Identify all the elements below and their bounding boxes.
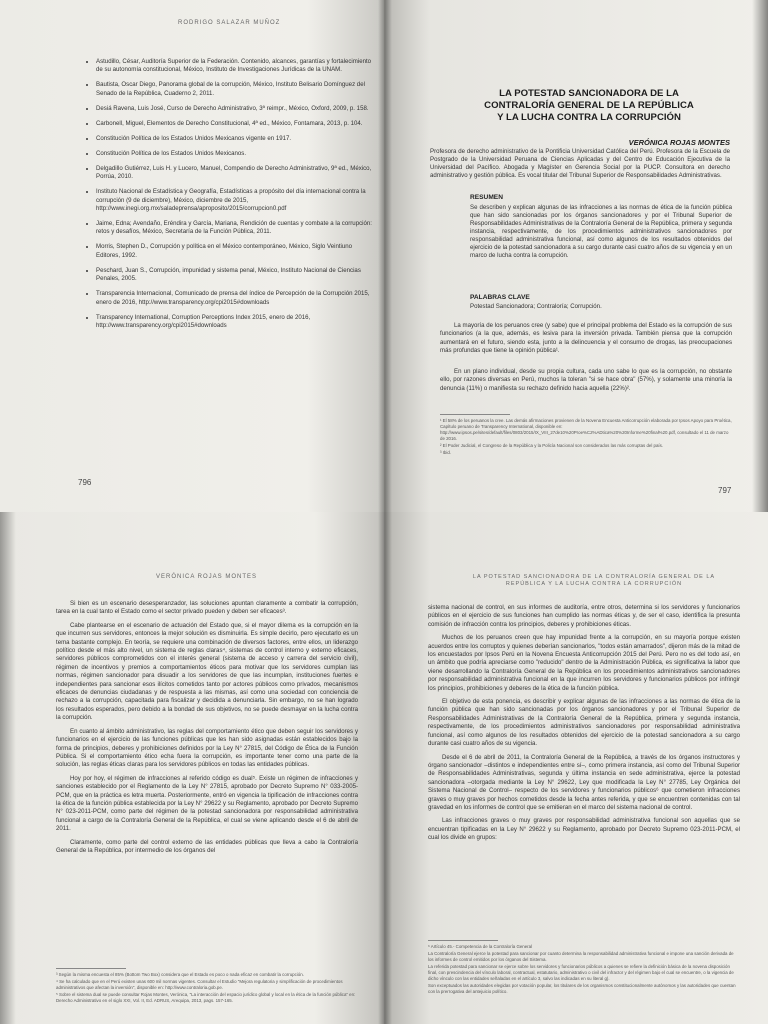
body-paragraph: El objetivo de esta ponencia, es describir y explicar algunas de las infracciones a las normas de ética de la función pública que han sido sancionadas por los órganos sancionadores y por el Tribunal Superior de Responsabilidades Administrativas de la Contraloría General de la República, primera y segunda instancia, respectivamente, de los procedimientos administrativos sancionadores por responsabilidad administrativa funcional, así como algunos de los resultados obtenidos del ejercicio de la potestad sancionadora a su cargo durante casi cuatro años de su vigencia.	[428, 698, 740, 748]
footnote: ³ Ibid.	[440, 450, 451, 455]
body-paragraph: Cabe plantearse en el escenario de actuación del Estado que, si el mayor dilema es la corrupción en la que incurren sus servidores, entonces la mejor solución es disminuirla. Es simple decirlo, pero ejecutarlo es un tema bastante complejo. En teoría, se requiere una combinación de diversos factores, entre ellos, un liderazgo político desde el más alto nivel, un sistema de reglas claras⁴, sistemas de control interno y externo eficaces, servidores públicos comprometidos con el interés general (sistema de acceso y carrera del servicio civil), régimen de incentivos y premios a comportamientos éticos para motivar que los servidores cumplan las normas, régimen sancionador para disuadir a los servidores de que las incumplan, instituciones fuertes e independientes para sancionar esos ilícitos cometidos tanto por actores públicos como privados, mecanismos eficaces de denuncias ciudadanas y de respuesta a las mismas, así como una sociedad con conciencia de rechazo a la corrupción, capacitada para fiscalizar y decidida a denunciarla. Sin embargo, no se han logrado los resultados esperados, pero debido a la bondad de sus objetivos, no se puede desmayar en la lucha contra la corrupción.	[56, 621, 358, 722]
running-head: VERÓNICA ROJAS MONTES	[156, 574, 258, 580]
footnote: ⁶ Artículo 45.- Competencia de la Contraloría General	[428, 944, 533, 949]
title-line: Y LA LUCHA CONTRA LA CORRUPCIÓN	[497, 112, 681, 123]
footnotes	[440, 418, 732, 457]
footnote-rule	[56, 968, 126, 969]
page-number: 796	[78, 478, 92, 487]
reference-list	[84, 58, 376, 337]
footnote-rule	[428, 940, 498, 941]
body-text	[56, 600, 358, 860]
body-paragraph: Las infracciones graves o muy graves por responsabilidad administrativa funcional son aquellas que se encuentran tipificadas en la Ley N° 29622 y su Reglamento, aprobado por Decreto Supremo 023-2011-PCM, el cual los divide en grupos:	[428, 817, 740, 842]
page-right-bottom	[384, 512, 768, 1024]
body-paragraph: La mayoría de los peruanos cree (y sabe) que el principal problema del Estado es la corrupción de sus funcionarios (a la que, además, es lesiva para la inversión privada. También piensa que la corrupción aumentará en el futuro, siendo esta, junto a la delincuencia y el consumo de drogas, las preocupaciones más profundas que tiene la opinión pública¹.	[440, 322, 732, 355]
list-item: • Constitución Política de los Estados Unidos Mexicanos.	[96, 150, 376, 158]
page-left-bottom	[0, 512, 384, 1024]
page-edge-shadow	[0, 512, 16, 1024]
footnote: ⁵ Sobre el sistema dual se puede consultar Rojas Montes, Verónica, "La interacción del espacio jurídico global y local en la ética de la función pública" en: Derecho Administrativo en el siglo XXI, Vol. II, Ed. ADRUS, Arequipa, 2013, pags. 157-165.	[56, 992, 356, 1003]
footnote: ³ Según la misma encuesta el 85% (Bottom Two Box) considera que el Estado es poco o nada eficaz en combatir la corrupción.	[56, 972, 304, 977]
footnote: Son exceptuados las autoridades elegidas por votación popular, los titulares de los organismos constitucionalmente autónomos y las autoridades que cuentan con la prerrogativa del antejuicio político.	[428, 983, 736, 994]
list-item: • Morris, Stephen D., Corrupción y política en el México contemporáneo, México, Siglo Veintiuno Editores, 1992.	[96, 243, 376, 260]
abstract-text: Se describen y explican algunas de las infracciones a las normas de ética de la función pública que han sido sancionadas por los órganos sancionadores y por el Tribunal Superior de Responsabilidades Administrativas de la Contraloría General de la República, primera y segunda instancia, respectivamente, de los procedimientos administrativos sancionadores por responsabilidad administrativa funcional, así como algunos de los resultados obtenidos del ejercicio de la potestad sancionadora a su cargo durante casi cuatro años de su vigencia y en un marco de lucha contra la corrupción.	[470, 204, 732, 259]
body-paragraph: Hoy por hoy, el régimen de infracciones al referido código es dual⁵. Existe un régimen de infracciones y sanciones establecido por el Reglamento de la Ley N° 27815, aprobado por Decreto Supremo N° 033-2005-PCM, que en la práctica es letra muerta. Posteriormente, entró en vigencia la tipificación de infracciones contra la ética de la función pública establecida por la Ley N° 29622 y su Reglamento, aprobado por Decreto Supremo N° 023-2011-PCM, como parte del régimen de la potestad sancionadora por responsabilidad administrativa funcional a cargo de la Contraloría General de la República, el cual se viene aplicando desde el 6 de abril de 2011.	[56, 774, 358, 833]
footnotes	[428, 944, 740, 996]
list-item: • Delgadillo Gutiérrez, Luis H. y Lucero, Manuel, Compendio de Derecho Administrativo, 9ª ed., México, Porrúa, 2010.	[96, 165, 376, 182]
footnote: ⁴ Se ha calculado que en el Perú existen unas 600 mil normas vigentes. Consultar el Estudio "Mejora regulatoria y simplificación de procedimientos administrativos que afectan la inversión", disponible en: http://www.contraloria.gob.pe.	[56, 979, 343, 990]
body-text	[428, 604, 740, 848]
chapter-title	[454, 88, 724, 124]
list-item: • Peschard, Juan S., Corrupción, impunidad y sistema penal, México, Instituto Nacional de Ciencias Penales, 2005.	[96, 267, 376, 284]
body-paragraph: Muchos de los peruanos creen que hay impunidad frente a la corrupción, en su mayoría porque existen acuerdos entre los corruptos y quienes deberían sancionarlos, "todos están amarrados", dijeron más de la mitad de los encuestados por Ipsos Perú en la Novena Encuesta Anticorrupción 2015 del Perú. Pero no es del todo así, en un ámbito que podría apreciarse como "reducido" dentro de la Administración Pública, es significativa la labor que viene desarrollando la Contraloría General de la República en los procedimientos administrativos sancionadores por responsabilidad administrativa funcional en la que incurren los servidores y funcionarios públicos por infringir los principios, prohibiciones y deberes de la ética de la función pública.	[428, 634, 740, 692]
list-item: • Instituto Nacional de Estadística y Geografía, Estadísticas a propósito del día internacional contra la corrupción (9 de diciembre), México, diciembre de 2015, http://www.inegi.org.mx/saladeprensa/aproposito/2015/corrupcion0.pdf	[96, 188, 376, 213]
bottom-spread	[0, 512, 768, 1024]
page-796	[0, 0, 384, 512]
body-paragraph: En un plano individual, desde su propia cultura, cada uno sabe lo que es la corrupción, no obstante ello, por razones diversas en Perú, muchos la toleran "si se hace obra" (57%), y solamente una minoría la denuncia (11%) o manifiesta su rechazo definido hacia aquella (22%)².	[440, 368, 732, 392]
list-item: • Transparencia Internacional, Comunicado de prensa del índice de Percepción de la Corrupción 2015, enero de 2016, http://www.transparency.org/cpi2015#downloads	[96, 290, 376, 307]
keywords-heading: PALABRAS CLAVE	[470, 294, 530, 301]
body-paragraph: Desde el 6 de abril de 2011, la Contraloría General de la República, a través de los órganos instructores y órgano sancionador –distintos e independientes entre sí–, como primera instancia, así como del Tribunal Superior de Responsabilidades Administrativas, segunda y última instancia en sede administrativa, ejerce la potestad sancionadora –otorgada mediante la Ley N° 29622, Ley que modificada la Ley N° 27785, Ley Orgánica del Sistema Nacional de Control– respecto de los servidores y funcionarios públicos⁶ que cometieron infracciones graves o muy graves por hechos cometidos desde la fecha antes referida, y que se encuentren contenidas con tal gravedad en los informes de control que se emitieran en el marco del sistema nacional de control.	[428, 753, 740, 811]
book-gutter	[378, 0, 392, 512]
footnote: La Contraloría General ejerce la potestad para sancionar por cuanto determina la responsabilidad administrativa funcional e impone una sanción derivada de los informes de control emitidos por los órganos del Sistema.	[428, 951, 734, 962]
running-head: RODRIGO SALAZAR MUÑOZ	[178, 20, 281, 26]
list-item: • Jaime, Edna; Avendaño, Eréndira y García, Mariana, Rendición de cuentas y combate a la corrupción: retos y desafíos, México, Secretaría de la Función Pública, 2011.	[96, 220, 376, 237]
body-paragraph: En cuanto al ámbito administrativo, las reglas del comportamiento ético que deben seguir los servidores y funcionarios en el ejercicio de las funciones públicas que les han sido asignadas están establecidos bajo la forma de principios, deberes y prohibiciones definidos por la Ley N° 27815, del Código de Ética de la Función Pública. Si el comportamiento ético echa fuera la corrupción, es importante tener como una parte de la solución, las reglas éticas claras para los servidores públicos en todas las entidades públicas.	[56, 727, 358, 769]
author-name: VERÓNICA ROJAS MONTES	[628, 138, 730, 147]
running-head: LA POTESTAD SANCIONADORA DE LA CONTRALORÍA GENERAL DE LA REPÚBLICA Y LA LUCHA CONTRA LA CORRUPCIÓN	[472, 574, 716, 587]
footnote: La referida potestad para sancionar se ejerce sobre los servidores y funcionarios públicos a quienes se refiere la definición básica de la novena disposición final, con prescindencia del vínculo laboral, contractual, estatutario, administrativo o civil del infractor y del régimen bajo el cual se encuentre, o la vigencia de dicho vínculo con las entidades señaladas en el artículo 3, salvo las indicadas en su literal g).	[428, 964, 734, 981]
page-number: 797	[718, 486, 732, 495]
title-line: CONTRALORÍA GENERAL DE LA REPÚBLICA	[484, 100, 694, 111]
book-gutter	[378, 512, 392, 1024]
body-paragraph: sistema nacional de control, en sus informes de auditoría, entre otros, determina si los servidores y funcionarios públicos en el ejercicio de sus funciones han cumplido las normas éticas y, de ser el caso, identifica la presunta comisión de infracción contra los principios, deberes y prohibiciones éticas.	[428, 604, 740, 628]
list-item: • Carbonell, Miguel, Elementos de Derecho Constitucional, 4ª ed., México, Fontamara, 2013, p. 104.	[96, 120, 376, 128]
footnote: ² El Poder Judicial, el Congreso de la República y la Policía Nacional son considerados las más corruptas del país.	[440, 443, 664, 448]
list-item: • Desiá Ravena, Luis José, Curso de Derecho Administrativo, 3ª reimpr., México, Oxford, 2009, p. 158.	[96, 105, 376, 113]
page-edge-shadow	[752, 0, 768, 512]
author-bio: Profesora de derecho administrativo de la Pontificia Universidad Católica del Perú. Profesora de la Escuela de Postgrado de la Universidad Peruana de Ciencias Aplicadas y del Centro de Educación Ejecutiva de la Universidad del Pacífico. Abogada y Magíster en Gerencia Social por la PUCP. Consultora en derecho administrativo y gestión pública. Es vocal titular del Tribunal Superior de Responsabilidades Administrativas.	[430, 148, 730, 179]
abstract-heading: RESUMEN	[470, 194, 503, 201]
list-item: • Astudillo, César, Auditoría Superior de la Federación. Contenido, alcances, garantías y fortalecimiento de su autonomía constitucional, México, Instituto de Investigaciones Jurídicas de la UNAM.	[96, 58, 376, 75]
list-item: • Constitución Política de los Estados Unidos Mexicanos vigente en 1917.	[96, 135, 376, 143]
body-paragraph: Claramente, como parte del control externo de las entidades públicas que lleva a cabo la Contraloría General de la República, por intermedio de los órganos del	[56, 838, 358, 854]
keywords-text: Potestad Sancionadora; Contraloría; Corrupción.	[470, 303, 602, 310]
footnotes	[56, 972, 358, 1005]
footnote: ¹ El 58% de los peruanos la cree. Las demás afirmaciones provienen de la Novena Encuesta Anticorrupción elaborada por Ipsos Apoyo para Proética, Capítulo peruano de Transparency International, disponible en: http://www.ipsos.pe/sites/default/files/0803/2015/IX_VIII_27de10%20Proe%C2%ADtica%20%20Informe%20final%20.pdf, consultado el 11 de marzo de 2016.	[440, 418, 732, 441]
footnote-rule	[440, 414, 510, 415]
list-item: • Bautista, Oscar Diego, Panorama global de la corrupción, México, Instituto Belisario Domínguez del Senado de la República, Cuaderno 2, 2011.	[96, 81, 376, 98]
title-line: LA POTESTAD SANCIONADORA DE LA	[499, 88, 679, 99]
list-item: • Transparency International, Corruption Perceptions Index 2015, enero de 2016, http://www.transparency.org/cpi2015#downloads	[96, 314, 376, 331]
body-paragraph: Si bien es un escenario desesperanzador, las soluciones apuntan claramente a combatir la corrupción, tarea en la cual tanto el Estado como el sector privado pueden y deben ser eficaces³.	[56, 600, 358, 616]
